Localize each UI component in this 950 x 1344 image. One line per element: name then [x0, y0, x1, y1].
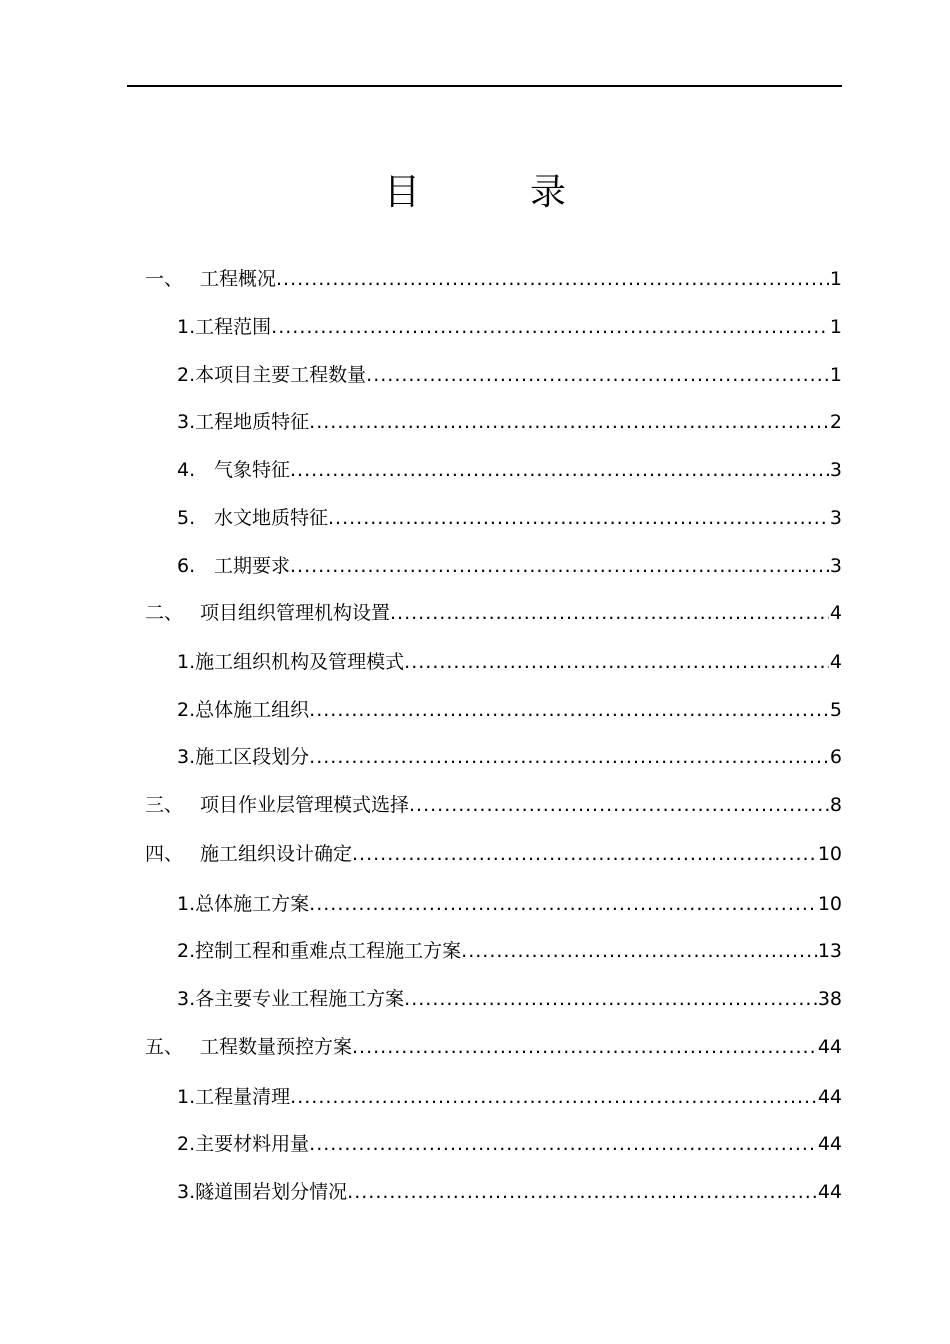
toc-entry-line [177, 880, 842, 928]
toc-entry-text [177, 880, 309, 928]
toc-entry-text [177, 542, 290, 590]
toc-entry-text [177, 1073, 290, 1121]
toc-entry-label: 工程范围 [195, 316, 272, 338]
toc-entry-label: 气象特征 [214, 459, 291, 481]
toc-entry-page-number: 10 [817, 893, 842, 915]
toc-entry-page-number: 1 [829, 316, 842, 338]
toc-entry-label: 工期要求 [214, 555, 291, 577]
toc-entry-number: 1. [177, 316, 196, 338]
toc-entry[interactable] [0, 1168, 950, 1216]
toc-entry-label: 施工组织设计确定 [200, 843, 353, 865]
toc-entry-line [177, 303, 842, 351]
toc-entry-line [177, 1168, 842, 1216]
toc-entry-label: 本项目主要工程数量 [195, 364, 367, 386]
toc-entry-line [177, 638, 842, 686]
toc-entry-leader-dots [461, 927, 817, 975]
toc-entry[interactable] [0, 880, 950, 928]
toc-entry-number: 1. [177, 651, 196, 673]
toc-entry-label: 工程概况 [200, 268, 277, 290]
toc-entry-page-number: 3 [829, 507, 842, 529]
toc-entry-number: 二、 [145, 602, 184, 624]
toc-entry-leader-dots [366, 351, 829, 399]
toc-entry-label: 总体施工方案 [195, 893, 310, 915]
toc-entry[interactable] [0, 303, 950, 351]
toc-entry-text [177, 686, 309, 734]
toc-entry-leader-dots [290, 542, 829, 590]
toc-entry-text [177, 638, 404, 686]
toc-entry-page-number: 44 [817, 1133, 842, 1155]
toc-entry-leader-dots [290, 1073, 817, 1121]
toc-entry-leader-dots [276, 255, 829, 303]
toc-entry-leader-dots [352, 830, 817, 878]
toc-entry-page-number: 44 [817, 1181, 842, 1203]
toc-entry-text [145, 589, 390, 637]
toc-entry-number: 3. [177, 1181, 196, 1203]
toc-entry-page-number: 44 [817, 1086, 842, 1108]
toc-entry-line [177, 927, 842, 975]
toc-entry-leader-dots [271, 303, 829, 351]
toc-entry-line [177, 398, 842, 446]
toc-entry-text [145, 830, 352, 878]
toc-entry[interactable] [0, 351, 950, 399]
toc-entry-number: 3. [177, 988, 196, 1010]
toc-entry[interactable] [0, 446, 950, 494]
toc-title-char-1: 目 [383, 172, 420, 213]
toc-entry-line [177, 351, 842, 399]
toc-entry-line [177, 1073, 842, 1121]
toc-entry-page-number: 5 [829, 699, 842, 721]
toc-entry-leader-dots [328, 494, 829, 542]
toc-entry-page-number: 4 [829, 602, 842, 624]
toc-title [0, 165, 950, 221]
toc-entry-leader-dots [309, 398, 829, 446]
toc-entry-text [145, 255, 276, 303]
toc-entry-page-number: 4 [829, 651, 842, 673]
toc-entry-text [145, 1023, 352, 1071]
toc-entry[interactable] [0, 1073, 950, 1121]
toc-entry-leader-dots [409, 781, 829, 829]
toc-entry-line [177, 446, 842, 494]
toc-entry-leader-dots [390, 589, 829, 637]
toc-entry-label: 工程数量预控方案 [200, 1036, 353, 1058]
toc-entry-line [177, 494, 842, 542]
toc-entry-label: 隧道围岩划分情况 [195, 1181, 348, 1203]
toc-title-char-2: 录 [530, 172, 567, 213]
toc-entry-leader-dots [309, 880, 817, 928]
toc-entry-line [145, 1023, 842, 1071]
toc-entry-line [145, 781, 842, 829]
toc-entry-label: 项目作业层管理模式选择 [200, 794, 410, 816]
toc-entry-leader-dots [309, 1120, 817, 1168]
toc-entry-line [145, 589, 842, 637]
toc-entry-text [177, 1120, 309, 1168]
toc-entry-line [177, 975, 842, 1023]
toc-entry-text [177, 303, 271, 351]
toc-entry-number: 2. [177, 940, 196, 962]
toc-entry[interactable] [0, 1023, 950, 1071]
toc-entry-leader-dots [290, 446, 829, 494]
toc-entry[interactable] [0, 638, 950, 686]
toc-entry-line [177, 733, 842, 781]
toc-entry-page-number: 44 [817, 1036, 842, 1058]
toc-entry-leader-dots [309, 686, 829, 734]
toc-entry-page-number: 1 [829, 268, 842, 290]
toc-entry-number: 四、 [145, 843, 184, 865]
toc-entry[interactable] [0, 830, 950, 878]
toc-entry-label: 施工区段划分 [195, 746, 310, 768]
toc-entry-label: 主要材料用量 [195, 1133, 310, 1155]
toc-entry-number: 6. [177, 555, 196, 577]
header-rule [127, 85, 842, 87]
toc-entry-number: 三、 [145, 794, 184, 816]
toc-entry[interactable] [0, 398, 950, 446]
toc-entry[interactable] [0, 255, 950, 303]
toc-entry-label: 水文地质特征 [214, 507, 329, 529]
toc-entry-page-number: 38 [817, 988, 842, 1010]
toc-entry-number: 5. [177, 507, 196, 529]
toc-entry-label: 工程量清理 [195, 1086, 291, 1108]
toc-entry-line [145, 255, 842, 303]
toc-entry-number: 一、 [145, 268, 184, 290]
toc-entry-page-number: 6 [829, 746, 842, 768]
toc-entry-page-number: 1 [829, 364, 842, 386]
toc-entry-text [177, 733, 309, 781]
toc-entry-line [177, 542, 842, 590]
toc-entry-text [177, 398, 309, 446]
toc-entry-page-number: 3 [829, 459, 842, 481]
toc-entry-number: 4. [177, 459, 196, 481]
toc-entry-number: 五、 [145, 1036, 184, 1058]
toc-entry[interactable] [0, 686, 950, 734]
toc-entry-text [177, 494, 328, 542]
toc-entry-page-number: 2 [829, 411, 842, 433]
toc-entry-text [177, 446, 290, 494]
toc-entry[interactable] [0, 927, 950, 975]
toc-entry-number: 3. [177, 411, 196, 433]
toc-entry-label: 控制工程和重难点工程施工方案 [195, 940, 462, 962]
toc-entry-leader-dots [309, 733, 829, 781]
toc-entry-label: 总体施工组织 [195, 699, 310, 721]
toc-entry-leader-dots [347, 1168, 817, 1216]
toc-entry-page-number: 10 [817, 843, 842, 865]
toc-entry[interactable] [0, 975, 950, 1023]
toc-entry[interactable] [0, 494, 950, 542]
toc-entry-number: 2. [177, 1133, 196, 1155]
toc-entry-label: 项目组织管理机构设置 [200, 602, 391, 624]
toc-entry-text [145, 781, 409, 829]
toc-entry-leader-dots [352, 1023, 817, 1071]
toc-entry-number: 1. [177, 1086, 196, 1108]
toc-entry-leader-dots [404, 638, 829, 686]
toc-entry-page-number: 13 [817, 940, 842, 962]
toc-entry-page-number: 8 [829, 794, 842, 816]
toc-entry-leader-dots [404, 975, 817, 1023]
toc-entry-page-number: 3 [829, 555, 842, 577]
toc-entry-line [145, 830, 842, 878]
toc-entry[interactable] [0, 733, 950, 781]
toc-entry-text [177, 927, 461, 975]
toc-entry-line [177, 686, 842, 734]
toc-entry-number: 3. [177, 746, 196, 768]
toc-entry[interactable] [0, 781, 950, 829]
toc-entry[interactable] [0, 589, 950, 637]
toc-entry-label: 各主要专业工程施工方案 [195, 988, 405, 1010]
toc-entry[interactable] [0, 1120, 950, 1168]
toc-entry-text [177, 351, 366, 399]
toc-entry-text [177, 1168, 347, 1216]
toc-entry[interactable] [0, 542, 950, 590]
toc-entry-number: 1. [177, 893, 196, 915]
toc-entry-text [177, 975, 404, 1023]
toc-entry-label: 施工组织机构及管理模式 [195, 651, 405, 673]
toc-entry-number: 2. [177, 364, 196, 386]
toc-entry-label: 工程地质特征 [195, 411, 310, 433]
toc-entry-number: 2. [177, 699, 196, 721]
toc-entry-line [177, 1120, 842, 1168]
